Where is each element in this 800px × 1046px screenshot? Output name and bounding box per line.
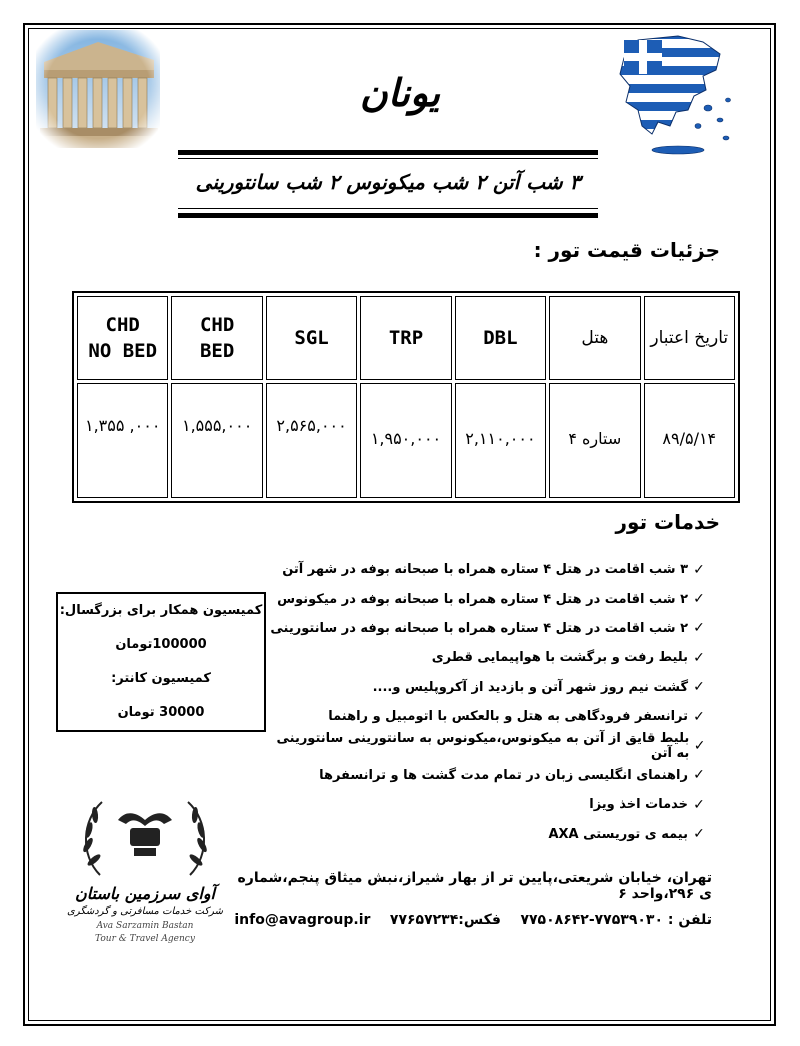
list-item — [260, 702, 710, 731]
price-table — [72, 291, 740, 503]
cell-dbl-value: ۲,۱۱۰,۰۰۰ — [465, 429, 536, 448]
col-validity-label: تاریخ اعتبار — [650, 328, 729, 348]
service-text: بیمه ی توریستی AXA — [548, 826, 688, 842]
parthenon-image — [36, 30, 160, 148]
cell-hotel-value: ۴ ستاره — [568, 429, 622, 448]
logo-tagline-fa: شرکت خدمات مسافرتی و گردشگری — [67, 906, 223, 917]
cell-chd-bed — [171, 383, 262, 498]
subtitle-rule-bottom — [178, 213, 598, 218]
commission-box — [56, 592, 266, 732]
fax-text: فکس:۷۷۶۵۷۲۳۴ — [389, 912, 501, 928]
logo-name-fa: آوای سرزمین باستان — [74, 884, 215, 903]
col-hotel-label: هتل — [581, 328, 609, 348]
greece-map-image — [608, 30, 743, 158]
laurel-emblem-icon — [60, 790, 230, 880]
list-item — [260, 614, 710, 643]
counter-commission-value: 30000 تومان — [117, 705, 205, 720]
check-icon: ✓ — [693, 738, 706, 755]
list-item — [260, 820, 710, 849]
col-validity — [644, 296, 735, 380]
service-text: خدمات اخذ ویزا — [589, 797, 688, 813]
title-rule-top-thin — [178, 158, 598, 159]
cell-chd-nobed — [77, 383, 168, 498]
cell-sgl — [266, 383, 357, 498]
cell-trp — [360, 383, 451, 498]
check-icon: ✓ — [693, 796, 705, 813]
logo-tagline-en: Tour & Travel Agency — [95, 934, 195, 944]
tour-subtitle: ۳ شب آتن ۲ شب میکونوس ۲ شب سانتورینی — [195, 170, 581, 194]
check-icon: ✓ — [693, 591, 705, 608]
col-chd-bed-line1: CHD — [199, 314, 235, 336]
col-chd-bed — [171, 296, 262, 380]
price-table-row — [77, 383, 735, 498]
phone-text: تلفن : ۷۷۵۳۹۰۳۰-۷۷۵۰۸۶۴۲ — [520, 912, 712, 928]
cell-sgl-value: ۲,۵۶۵,۰۰۰ — [276, 416, 347, 435]
list-item — [260, 731, 710, 760]
col-trp-label: TRP — [388, 327, 424, 349]
list-item — [260, 790, 710, 819]
check-icon: ✓ — [693, 679, 705, 696]
check-icon: ✓ — [693, 826, 705, 843]
col-chd-bed-line2: BED — [199, 340, 235, 362]
address-text: تهران، خیابان شریعتی،پایین تر از بهار شیراز،نبش میثاق پنجم،شماره ی ۲۹۶،واحد ۶ — [237, 870, 712, 902]
price-table-header-row — [77, 296, 735, 380]
col-dbl — [455, 296, 546, 380]
col-dbl-label: DBL — [483, 327, 518, 349]
cell-validity-value: ۸۹/۵/۱۴ — [662, 429, 717, 448]
cell-trp-value: ۱,۹۵۰,۰۰۰ — [370, 429, 442, 448]
price-details-heading: جزئیات قیمت تور : — [533, 238, 720, 262]
list-item — [260, 673, 710, 702]
service-text: گشت نیم روز شهر آتن و بازدید از آکروپلیس و.... — [372, 679, 688, 695]
service-text: ۳ شب اقامت در هتل ۴ ستاره همراه با صبحانه بوفه در شهر آتن — [282, 562, 688, 578]
col-chd-nobed-line1: CHD — [105, 314, 140, 336]
agency-logo — [60, 790, 230, 970]
list-item — [260, 584, 710, 613]
check-icon: ✓ — [693, 620, 705, 637]
cell-chd-bed-value: ۱,۵۵۵,۰۰۰ — [181, 416, 253, 435]
contact-line — [232, 912, 712, 928]
service-text: ۲ شب اقامت در هتل ۴ ستاره همراه با صبحانه بوفه در سانتورینی — [270, 620, 688, 636]
service-text: ترانسفر فرودگاهی به هتل و بالعکس با اتومبیل و راهنما — [328, 709, 688, 725]
counter-commission-label: کمیسیون کانتر: — [111, 671, 211, 686]
check-icon: ✓ — [693, 767, 705, 784]
col-sgl — [266, 296, 357, 380]
subtitle-rule-thin — [178, 208, 598, 209]
service-text: ۲ شب اقامت در هتل ۴ ستاره همراه با صبحانه بوفه در میکونوس — [277, 591, 688, 607]
list-item — [260, 555, 710, 584]
service-text: بلیط قایق از آتن به میکونوس،میکونوس به سانتورینی سانتورینی به آتن — [276, 731, 690, 762]
check-icon: ✓ — [693, 649, 705, 666]
cell-dbl — [455, 383, 546, 498]
page-title: یونان — [359, 70, 441, 115]
check-icon: ✓ — [693, 708, 705, 725]
cell-validity — [644, 383, 735, 498]
services-list — [260, 555, 710, 849]
list-item — [260, 643, 710, 672]
cell-hotel — [549, 383, 640, 498]
col-sgl-label: SGL — [294, 327, 329, 349]
col-chd-nobed-line2: NO BED — [88, 340, 158, 362]
title-rule-top — [178, 150, 598, 155]
adult-commission-label: کمیسیون همکار برای بزرگسال: — [59, 603, 263, 618]
service-text: بلیط رفت و برگشت با هواپیمایی قطری — [431, 650, 688, 666]
email-link[interactable]: info@avagroup.ir — [234, 912, 371, 928]
col-hotel — [549, 296, 640, 380]
logo-name-en: Ava Sarzamin Bastan — [96, 921, 194, 931]
col-trp — [360, 296, 451, 380]
col-chd-nobed — [77, 296, 168, 380]
service-text: راهنمای انگلیسی زبان در تمام مدت گشت ها و ترانسفرها — [319, 767, 688, 783]
adult-commission-value: 100000تومان — [115, 637, 207, 652]
services-heading: خدمات تور — [615, 510, 720, 534]
check-icon: ✓ — [693, 561, 705, 578]
list-item — [260, 761, 710, 790]
cell-chd-nobed-value: ۱,۳۵۵ ,۰۰۰ — [85, 416, 161, 435]
